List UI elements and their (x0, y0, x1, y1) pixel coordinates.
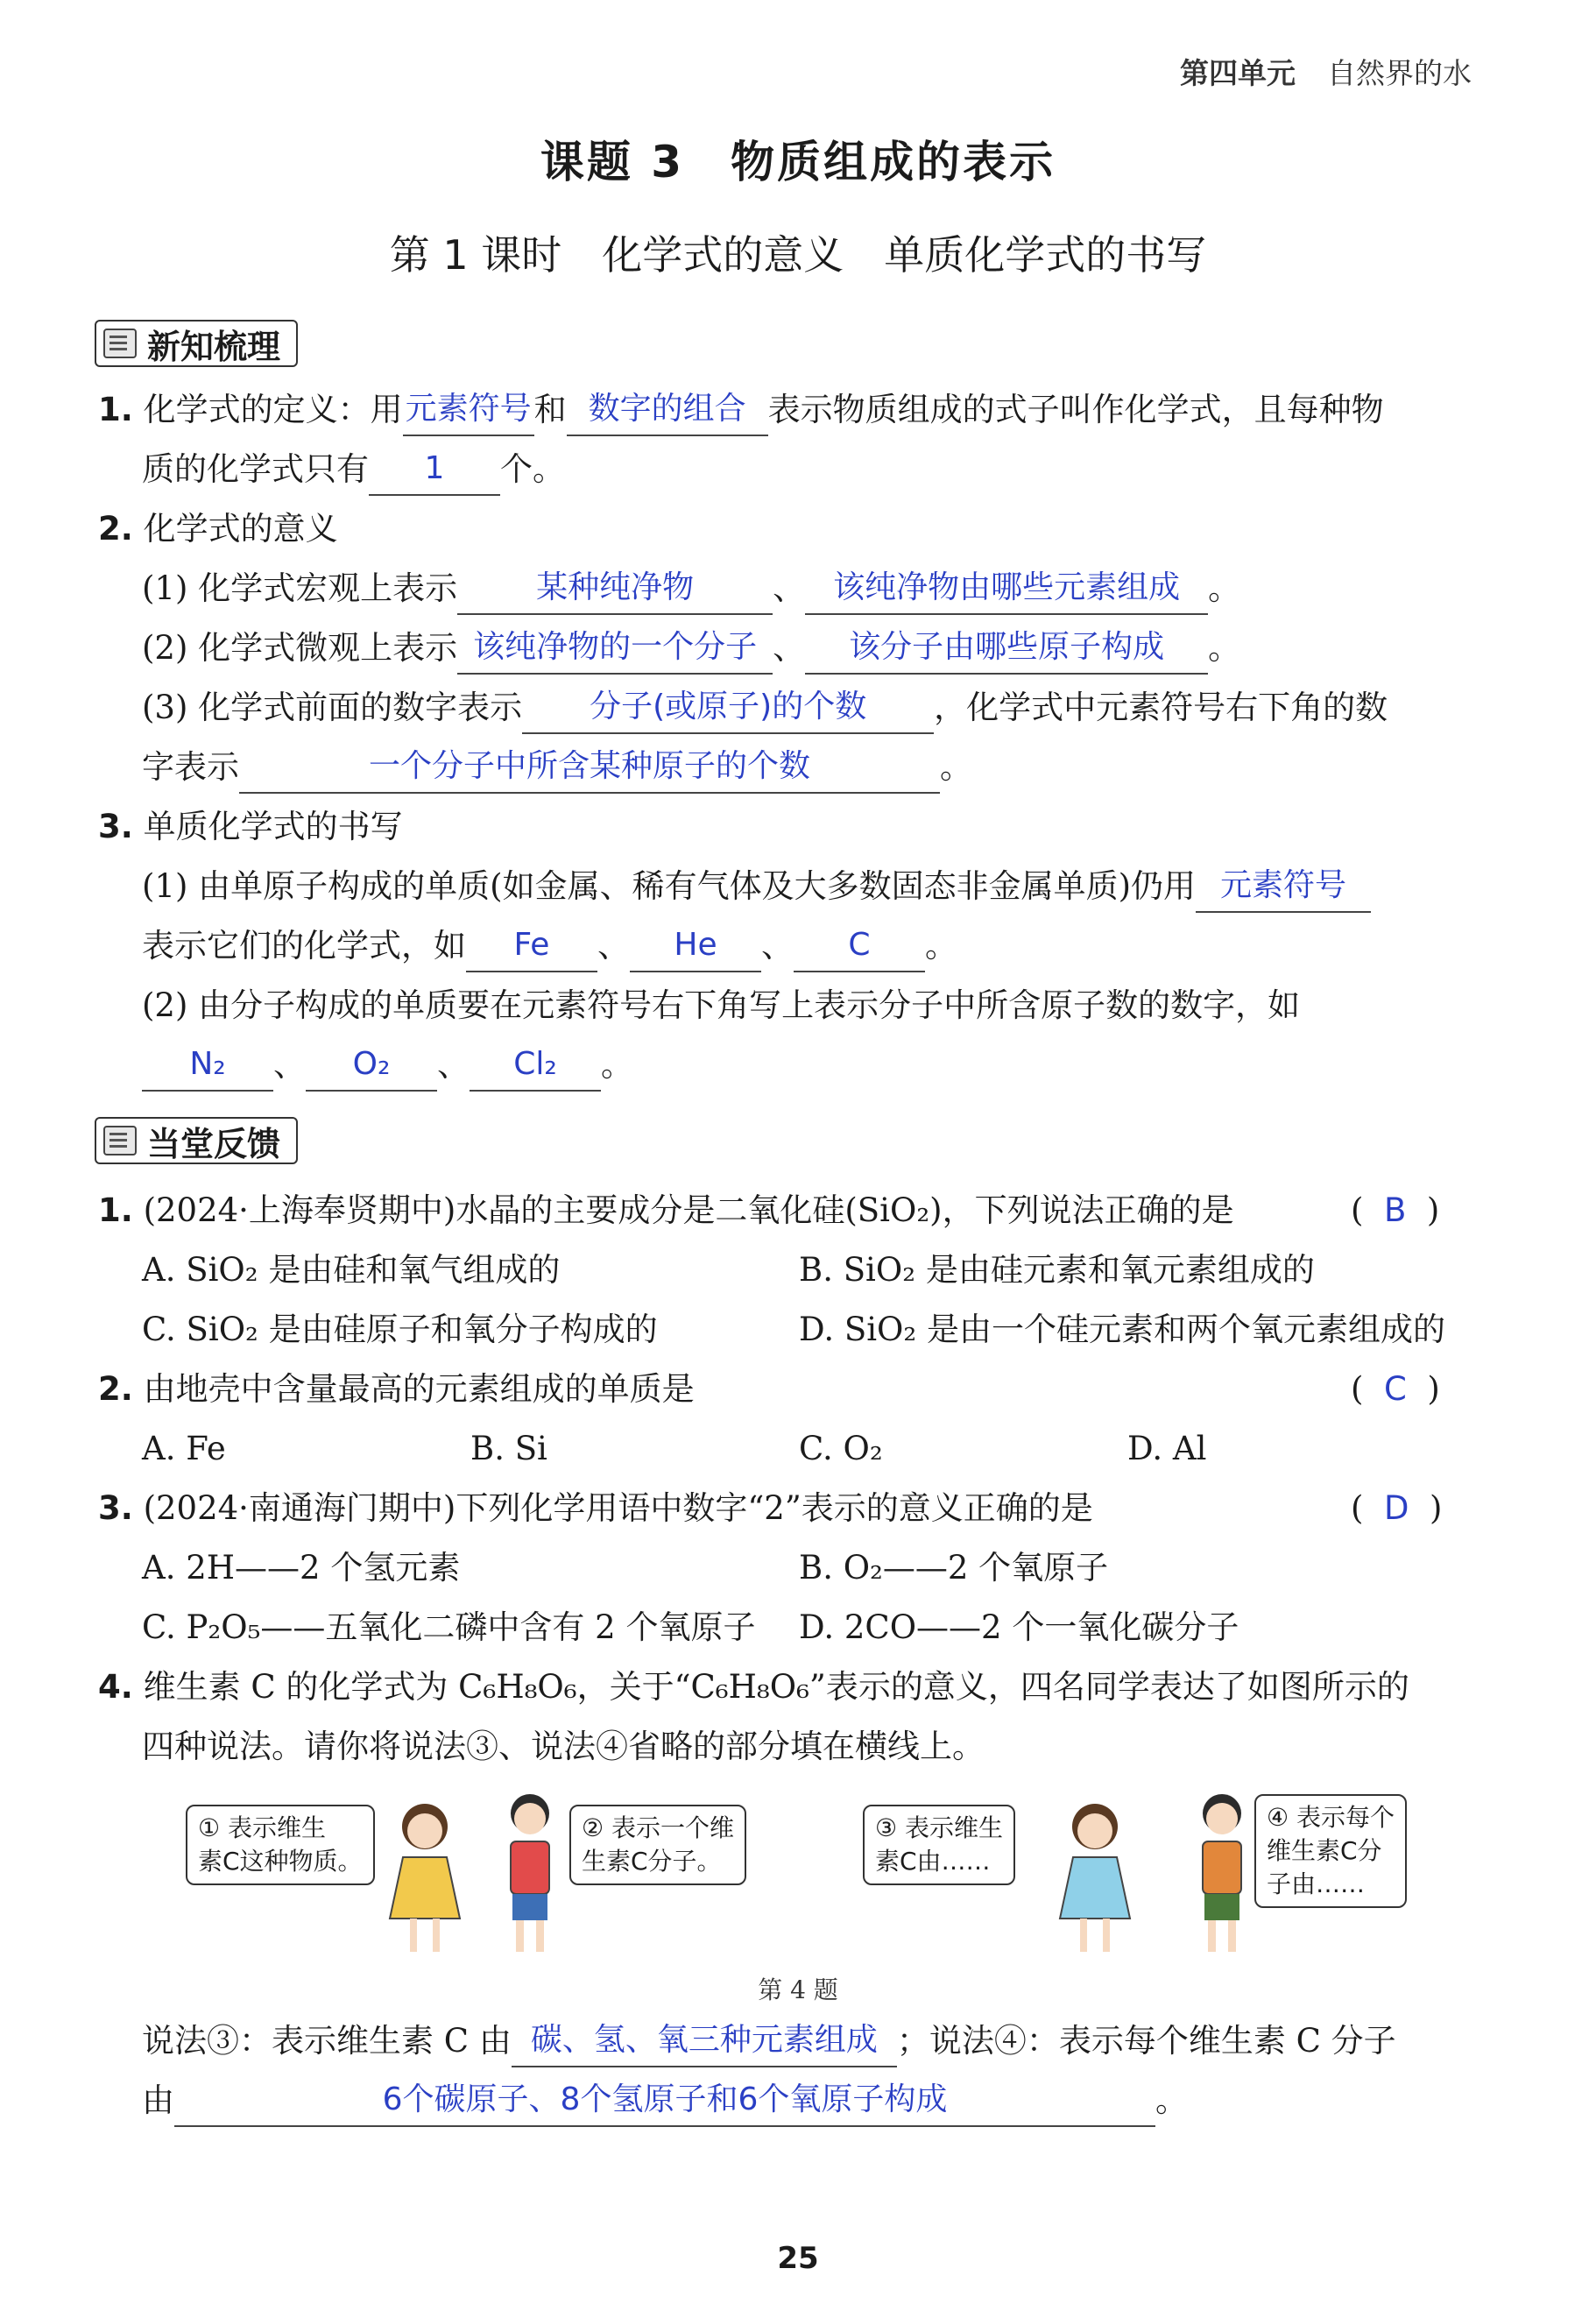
lesson-subtitle: 第 1 课时 化学式的意义 单质化学式的书写 (389, 231, 1207, 279)
answer: 该纯净物由哪些元素组成 (833, 569, 1181, 605)
option-c[interactable]: C. SiO₂ 是由硅原子和氧分子构成的 (142, 1311, 658, 1348)
text: 、 (597, 927, 630, 965)
bubble-line: 素C这种物质。 (198, 1847, 363, 1876)
text: 。 (601, 1046, 633, 1084)
text: 个。 (500, 450, 565, 488)
q4-answer-block (142, 0, 1508, 2318)
page-number: 25 (777, 2241, 819, 2276)
option-d[interactable]: D. SiO₂ 是由一个硅元素和两个氧元素组成的 (799, 1311, 1445, 1348)
paren: ( (1351, 1489, 1364, 1527)
answer: 数字的组合 (588, 391, 746, 427)
topic-label: 自然界的水 (1327, 56, 1472, 90)
text: 化学式的定义：用 (143, 391, 403, 428)
option-a[interactable]: A. SiO₂ 是由硅和氧气组成的 (142, 1251, 561, 1289)
option-d[interactable]: D. 2CO——2 个一氧化碳分子 (799, 1608, 1239, 1646)
text: 。 (1155, 2081, 1188, 2119)
answer: 一个分子中所含某种原子的个数 (368, 748, 810, 784)
option-b[interactable]: B. Si (470, 1430, 547, 1467)
bubble-line: ① 表示维生 (198, 1813, 327, 1842)
answer: 该纯净物的一个分子 (473, 629, 758, 665)
answer: B (1383, 1191, 1407, 1229)
text: ；说法④：表示每个维生素 C 分子 (896, 2022, 1396, 2060)
text: 。 (1208, 629, 1241, 667)
unit-label: 第四单元 (1180, 56, 1296, 90)
q4-answer-line1 (142, 2015, 1396, 2067)
text: 质的化学式只有 (142, 450, 369, 488)
blank[interactable] (174, 2083, 1155, 2127)
answer: Cl₂ (513, 1046, 557, 1082)
text: 。 (940, 748, 972, 786)
q-number: 2. (98, 510, 133, 548)
section-title: 新知梳理 (147, 327, 281, 366)
bubble-line: 维生素C分 (1267, 1836, 1382, 1865)
paren: ) (1426, 1191, 1440, 1229)
text: (2) 化学式微观上表示 (142, 629, 458, 667)
feedback-q4-stem2: 四种说法。请你将说法③、说法④省略的部分填在横线上。 (142, 1728, 985, 1765)
paren: ) (1427, 1370, 1440, 1408)
bubble-line: ④ 表示每个 (1267, 1803, 1395, 1832)
q-number: 3. (98, 1489, 133, 1527)
bubble-line: ③ 表示维生 (875, 1813, 1004, 1842)
text: 化学式的意义 (143, 510, 338, 548)
q-number: 1. (98, 1191, 133, 1229)
answer: O₂ (352, 1046, 391, 1082)
q-number: 4. (98, 1668, 133, 1706)
lesson-title: 课题 3 物质组成的表示 (540, 137, 1056, 187)
answer: 1 (424, 450, 445, 486)
text: 表示物质组成的式子叫作化学式，且每种物 (767, 391, 1384, 428)
text: 说法③：表示维生素 C 由 (142, 2022, 512, 2060)
option-c[interactable]: C. O₂ (799, 1430, 883, 1467)
answer: 某种纯净物 (536, 569, 695, 605)
figure-caption: 第 4 题 (758, 1975, 838, 2004)
bubble-line: ② 表示一个维 (582, 1813, 735, 1842)
paren: ) (1430, 1489, 1443, 1527)
q4-answer-line2 (142, 2074, 1188, 2127)
q-number: 1. (98, 391, 133, 428)
q-number: 2. (98, 1370, 133, 1408)
text: 由 (142, 2081, 174, 2119)
bubble-line: 生素C分子。 (582, 1847, 722, 1876)
paren: ( (1351, 1191, 1364, 1229)
answer: He (674, 927, 717, 963)
option-b[interactable]: B. O₂——2 个氧原子 (799, 1549, 1109, 1587)
text: 、 (273, 1046, 306, 1084)
option-d[interactable]: D. Al (1127, 1430, 1207, 1467)
text: (3) 化学式前面的数字表示 (142, 689, 523, 726)
text: (2024·南通海门期中)下列化学用语中数字“2”表示的意义正确的是 (143, 1489, 1093, 1527)
text: 维生素 C 的化学式为 C₆H₈O₆，关于“C₆H₈O₆”表示的意义，四名同学表达了如图所示的 (143, 1668, 1409, 1706)
text: ，化学式中元素符号右下角的数 (934, 689, 1388, 726)
answer: C (848, 927, 871, 963)
answer: N₂ (189, 1046, 226, 1082)
text: 由地壳中含量最高的元素组成的单质是 (143, 1370, 695, 1408)
section-title: 当堂反馈 (147, 1124, 281, 1163)
answer: 碳、氢、氧三种元素组成 (530, 2022, 878, 2058)
text: 和 (533, 391, 567, 428)
option-b[interactable]: B. SiO₂ 是由硅元素和氧元素组成的 (799, 1251, 1315, 1289)
option-a[interactable]: A. Fe (142, 1430, 226, 1467)
answer: D (1383, 1489, 1409, 1527)
text: 。 (1208, 569, 1241, 607)
q-number: 3. (98, 808, 133, 845)
answer: C (1383, 1370, 1407, 1408)
bubble-line: 素C由…… (875, 1847, 991, 1876)
bubble-line: 子由…… (1267, 1869, 1366, 1898)
paren: ( (1351, 1370, 1364, 1408)
answer: Fe (513, 927, 550, 963)
text: 表示它们的化学式，如 (142, 927, 466, 965)
text: 字表示 (142, 748, 239, 786)
text: (1) 化学式宏观上表示 (142, 569, 458, 607)
blank[interactable] (512, 2024, 897, 2067)
text: 、 (773, 629, 806, 667)
text: (2024·上海奉贤期中)水晶的主要成分是二氧化硅(SiO₂)，下列说法正确的是 (143, 1191, 1234, 1229)
option-a[interactable]: A. 2H——2 个氢元素 (142, 1549, 461, 1587)
answer: 该分子由哪些原子构成 (849, 629, 1165, 665)
answer: 分子(或原子)的个数 (590, 689, 867, 724)
text: (1) 由单原子构成的单质(如金属、稀有气体及大多数固态非金属单质)仍用 (142, 867, 1197, 905)
option-c[interactable]: C. P₂O₅——五氧化二磷中含有 2 个氧原子 (142, 1608, 756, 1646)
answer: 元素符号 (1220, 867, 1347, 903)
text: 。 (925, 927, 957, 965)
text: (2) 由分子构成的单质要在元素符号右下角写上表示分子中所含原子数的数字，如 (142, 986, 1301, 1024)
text: 、 (437, 1046, 470, 1084)
text: 、 (773, 569, 806, 607)
answer: 6个碳原子、8个氢原子和6个氧原子构成 (382, 2081, 948, 2117)
text: 单质化学式的书写 (143, 808, 403, 845)
answer: 元素符号 (405, 391, 532, 427)
text: 、 (761, 927, 794, 965)
